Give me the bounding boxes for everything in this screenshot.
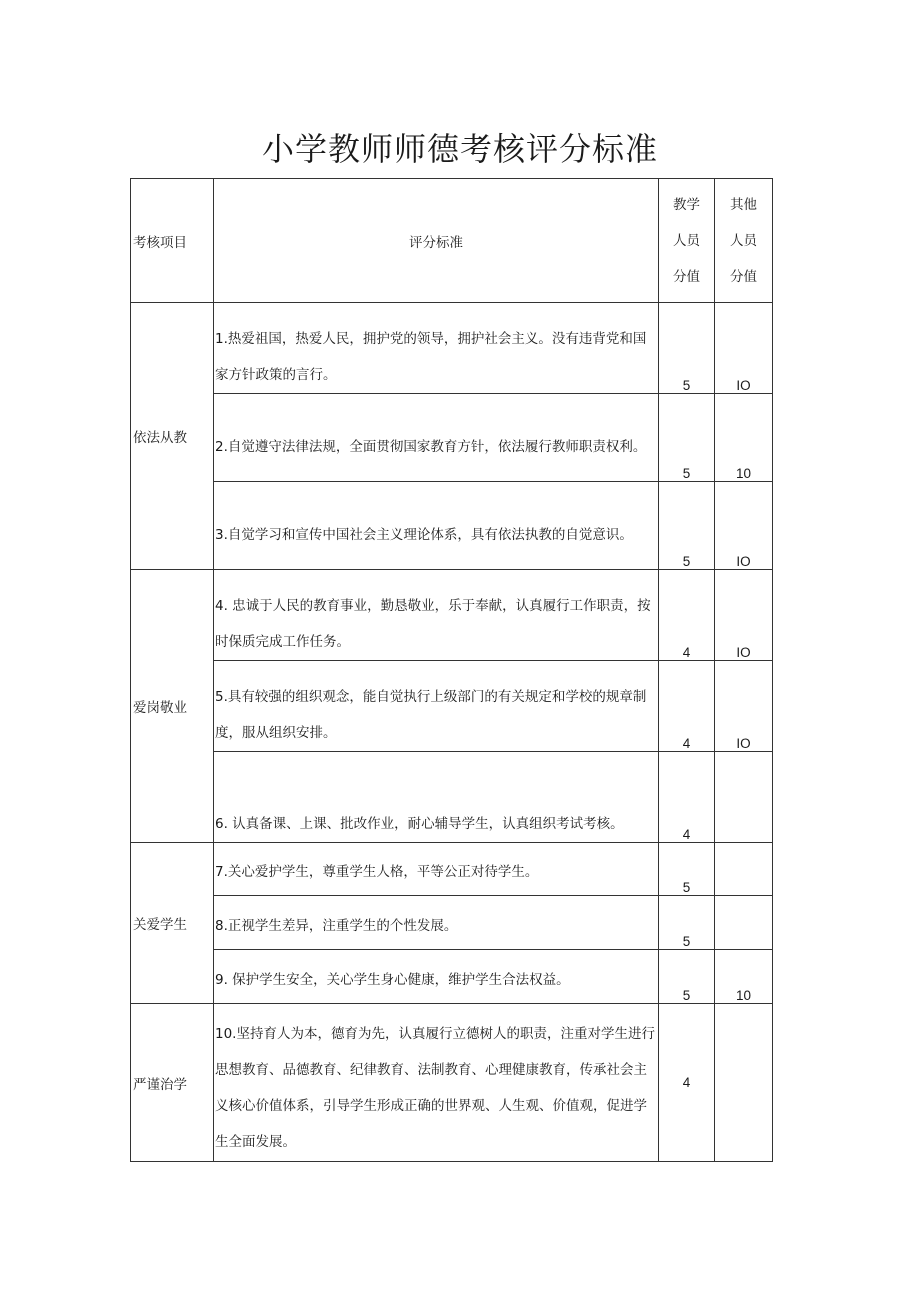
header-teaching-score: 教学 人员 分值	[659, 179, 715, 303]
teaching-score: 5	[659, 950, 715, 1004]
header-other-score: 其他 人员 分值	[715, 179, 773, 303]
table-row	[131, 303, 773, 394]
table-row	[131, 752, 773, 843]
teaching-score: 4	[659, 1004, 715, 1162]
criteria-cell: 2.自觉遵守法律法规，全面贯彻国家教育方针，依法履行教师职责权利。	[214, 394, 659, 482]
table-row	[131, 896, 773, 950]
table-row	[131, 950, 773, 1004]
page-title: 小学教师师德考核评分标准	[261, 130, 658, 168]
category-cell: 严谨治学	[131, 1004, 214, 1162]
other-score: IO	[715, 303, 773, 394]
criteria-cell: 7.关心爱护学生，尊重学生人格，平等公正对待学生。	[214, 843, 659, 896]
criteria-cell: 8.正视学生差异，注重学生的个性发展。	[214, 896, 659, 950]
scoring-table	[130, 178, 773, 1162]
table-row	[131, 1004, 773, 1162]
criteria-cell: 10.坚持育人为本，德育为先，认真履行立德树人的职责，注重对学生进行思想教育、品德教育、纪律教育、法制教育、心理健康教育，传承社会主义核心价值体系，引导学生形成正确的世界观、人生观、价值观，促进学生全面发展。	[214, 1004, 659, 1162]
criteria-cell: 3.自觉学习和宣传中国社会主义理论体系，具有依法执教的自觉意识。	[214, 482, 659, 570]
other-score	[715, 843, 773, 896]
teaching-score: 5	[659, 303, 715, 394]
other-score: 10	[715, 394, 773, 482]
teaching-score: 5	[659, 843, 715, 896]
category-cell: 依法从教	[131, 303, 214, 570]
teaching-score: 4	[659, 570, 715, 661]
teaching-score: 5	[659, 482, 715, 570]
criteria-cell: 1.热爱祖国，热爱人民，拥护党的领导，拥护社会主义。没有违背党和国家方针政策的言行。	[214, 303, 659, 394]
other-score	[715, 752, 773, 843]
header-category: 考核项目	[131, 179, 214, 303]
criteria-cell: 5.具有较强的组织观念，能自觉执行上级部门的有关规定和学校的规章制度，服从组织安排。	[214, 661, 659, 752]
category-cell: 爱岗敬业	[131, 570, 214, 843]
criteria-cell: 9. 保护学生安全，关心学生身心健康，维护学生合法权益。	[214, 950, 659, 1004]
other-score: IO	[715, 482, 773, 570]
other-score: IO	[715, 661, 773, 752]
teaching-score: 4	[659, 752, 715, 843]
header-criteria: 评分标准	[214, 179, 659, 303]
criteria-cell: 4. 忠诚于人民的教育事业，勤恳敬业，乐于奉献，认真履行工作职责，按时保质完成工作任务。	[214, 570, 659, 661]
other-score: IO	[715, 570, 773, 661]
table-row	[131, 843, 773, 896]
teaching-score: 5	[659, 394, 715, 482]
teaching-score: 5	[659, 896, 715, 950]
criteria-cell: 6. 认真备课、上课、批改作业，耐心辅导学生，认真组织考试考核。	[214, 752, 659, 843]
other-score	[715, 1004, 773, 1162]
teaching-score: 4	[659, 661, 715, 752]
table-header-row	[131, 179, 773, 303]
category-cell: 关爱学生	[131, 843, 214, 1004]
other-score	[715, 896, 773, 950]
table-row	[131, 394, 773, 482]
table-row	[131, 570, 773, 661]
other-score: 10	[715, 950, 773, 1004]
table-row	[131, 661, 773, 752]
table-row	[131, 482, 773, 570]
